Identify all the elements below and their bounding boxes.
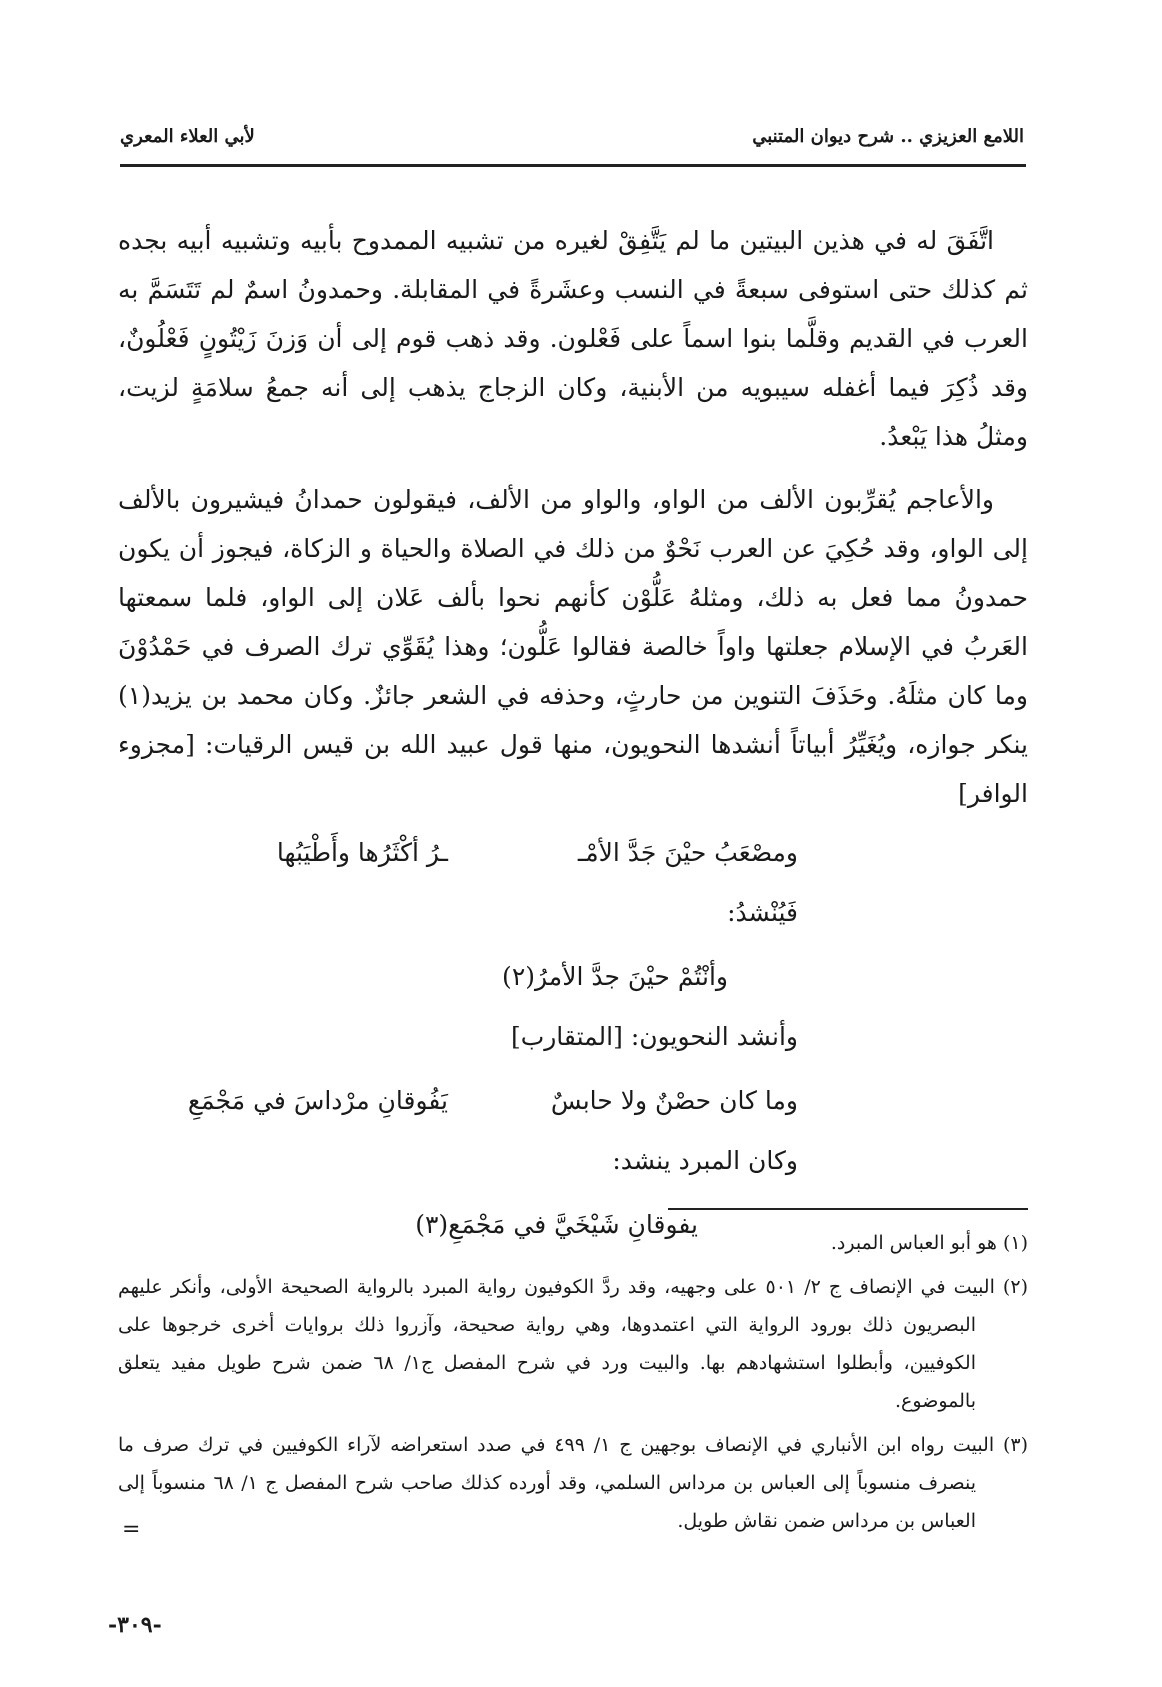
footnote-rule xyxy=(668,1208,1028,1210)
page-number: -٣٠٩- xyxy=(108,1612,162,1638)
yunshad-line xyxy=(118,882,1028,942)
verse-3 xyxy=(118,1066,1028,1130)
verse-4-text: يفوقانِ شَيْخَيَّ في مَجْمَعِ(٣) xyxy=(415,1210,698,1239)
running-header xyxy=(120,118,1024,158)
footnote-3: (٣) البيت رواه ابن الأنباري في الإنصاف بوجهين ج ١/ ٤٩٩ في صدد استعراضه لآراء الكوفيين في ترك صرف ما ينصرف منسوباً إلى العباس بن مرداس السلمي، وقد أورده كذلك صاحب شرح المفصل ج ١/ ٦٨ منسوباً إلى العباس بن مرداس ضمن نقاش طويل. xyxy=(118,1434,1028,1532)
verse-2 xyxy=(118,942,1028,1006)
verse-1-first-hemistich: ومصْعَبُ حيْنَ جَدَّ الأمْـ xyxy=(577,838,798,867)
continuation-mark: = xyxy=(122,1517,141,1542)
header-book-title: اللامع العزيزي .. شرح ديوان المتنبي xyxy=(752,126,1024,147)
paragraph-2: والأعاجم يُقرِّبون الألف من الواو، والواو من الألف، فيقولون حمدانُ فيشيرون بالألف إلى الواو، وقد حُكِيَ عن العرب نَحْوٌ من ذلك في الصلاة والحياة و الزكاة، فيجوز أن يكون حمدونُ مما فعل به ذلك، ومثلهُ عَلُّوْن كأنهم نحوا بألف عَلان إلى الواو، فلما سمعتها العَربُ في الإسلام جعلتها واواً خالصة فقالوا عَلُّون؛ وهذا يُقَوِّي ترك الصرف في حَمْدُوْنَ وما كان مثلَهُ. وحَذَفَ التنوين من حارثٍ، وحذفه في الشعر جائزٌ. وكان محمد بن يزيد(١) ينكر جوازه، ويُغَيِّرُ أبياتاً أنشدها النحويون، منها قول عبيد الله بن قيس الرقيات: [مجزوء الوافر] xyxy=(118,485,1028,808)
yunshad-label: فَيُنْشدُ: xyxy=(727,898,798,927)
paragraph-1: اتَّفَقَ له في هذين البيتين ما لم يَتَّفِقْ لغيره من تشبيه الممدوح بأبيه وتشبيه أبيه بجده ثم كذلك حتى استوفى سبعةً في النسب وعشَرةً في المقابلة. وحمدونُ اسمٌ لم تَتَسَمَّ به العرب في القديم وقلَّما بنوا اسماً على فَعْلون. وقد ذهب قوم إلى أن وَزنَ زَيْتُونٍ فَعْلُونٌ، وقد ذُكِرَ فيما أغفله سيبويه من الأبنية، وكان الزجاج يذهب إلى أنه جمعُ سلامَةٍ لزيت، ومثلُ هذا يَبْعدُ. xyxy=(118,226,1028,451)
verse-1 xyxy=(118,818,1028,882)
header-rule xyxy=(120,164,1026,167)
footnotes xyxy=(118,1224,1028,1546)
verse-2-text: وأنْتُمْ حيْنَ جدَّ الأمرُ(٢) xyxy=(502,962,728,991)
main-text xyxy=(118,216,1028,1254)
footnote-2: (٢) البيت في الإنصاف ج ٢/ ٥٠١ على وجهيه، وقد ردَّ الكوفيون رواية المبرد بالرواية الصحيحة الأولى، وأنكر عليهم البصريون ذلك بورود الرواية التي اعتمدوها، وهي رواية صحيحة، وآزروا ذلك بروايات أخرى خرجوها على الكوفيين، وأبطلوا استشهادهم بها. والبيت ورد في شرح المفصل ج١/ ٦٨ ضمن شرح طويل مفيد يتعلق بالموضوع. xyxy=(118,1276,1028,1412)
mubarrad-line xyxy=(118,1130,1028,1190)
footnote-1: (١) هو أبو العباس المبرد. xyxy=(830,1232,1028,1254)
header-author: لأبي العلاء المعري xyxy=(120,126,255,147)
nahwiyun-label: وأنشد النحويون: [المتقارب] xyxy=(510,1022,798,1051)
verse-1-second-hemistich: ـرُ أكْثَرُها وأَطْيَبُها xyxy=(276,838,448,867)
verse-3-second-hemistich: يَفُوقانِ مرْداسَ في مَجْمَعِ xyxy=(187,1086,448,1115)
verse-3-first-hemistich: وما كان حصْنٌ ولا حابسٌ xyxy=(550,1086,798,1115)
mubarrad-label: وكان المبرد ينشد: xyxy=(612,1146,798,1175)
nahwiyun-line xyxy=(118,1006,1028,1066)
